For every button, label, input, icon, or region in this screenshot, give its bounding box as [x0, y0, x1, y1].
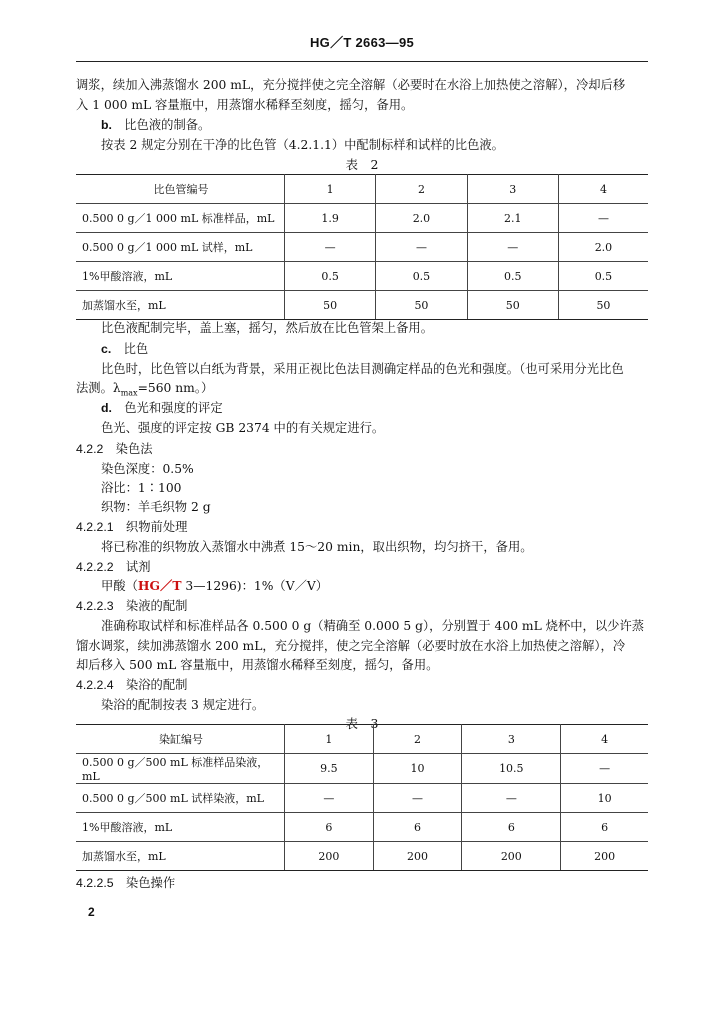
paragraph-line: 准确称取试样和标准样品各 0.500 0 g（精确至 0.000 5 g），分别置于 400 mL 烧杯中，以少许蒸	[101, 619, 645, 633]
table-3	[76, 724, 648, 871]
text-fragment: 3—1296)：1%（V／V）	[181, 579, 329, 593]
dye-param: 染色深度：0.5%	[101, 462, 194, 476]
table-cell: 50	[558, 291, 648, 320]
section-number: 4.2.2.2	[76, 560, 114, 574]
table-cell: 50	[285, 291, 376, 320]
table-header-row	[76, 175, 648, 204]
section-number: 4.2.2.3	[76, 599, 114, 613]
table-cell: 6	[561, 813, 648, 842]
text-fragment: =560 nm。）	[137, 381, 214, 395]
table-cell: 0.5	[467, 262, 558, 291]
table-header-cell: 3	[467, 175, 558, 204]
subscript: max	[120, 388, 138, 398]
table-row	[76, 233, 648, 262]
table-2	[76, 174, 648, 320]
section-title: 染色法	[115, 442, 153, 456]
paragraph-line: 调浆，续加入沸蒸馏水 200 mL，充分搅拌使之完全溶解（必要时在水浴上加热使之溶解），冷却后移	[76, 78, 626, 92]
section-4-2-2-5	[76, 874, 652, 892]
section-title: 染液的配制	[125, 599, 188, 613]
item-label: c.	[101, 342, 112, 356]
item-label: b.	[101, 118, 112, 132]
table-header-cell: 1	[285, 725, 374, 754]
table-row	[76, 291, 648, 320]
table-cell: —	[285, 784, 374, 813]
table-cell: 1%甲酸溶液，mL	[76, 813, 285, 842]
section-4-2-2-4	[76, 676, 652, 694]
table-header-row	[76, 725, 648, 754]
section-title: 染色操作	[125, 876, 176, 890]
paragraph-line: 将已称准的织物放入蒸馏水中沸煮 15～20 min，取出织物，均匀挤干，备用。	[101, 540, 533, 554]
table-header-cell: 3	[462, 725, 561, 754]
section-title: 试剂	[125, 560, 151, 574]
table-header-cell: 2	[373, 725, 462, 754]
item-d	[101, 399, 652, 417]
table-cell: 200	[285, 842, 374, 871]
table-cell: 1.9	[285, 204, 376, 233]
item-c	[101, 340, 652, 358]
table-cell: 0.5	[558, 262, 648, 291]
section-number: 4.2.2.1	[76, 520, 114, 534]
paragraph-line: 色光、强度的评定按 GB 2374 中的有关规定进行。	[101, 421, 385, 435]
item-b	[101, 116, 652, 134]
paragraph-line: 染浴的配制按表 3 规定进行。	[101, 698, 265, 712]
table-header-cell: 染缸编号	[76, 725, 285, 754]
table-cell: —	[467, 233, 558, 262]
table-header-cell: 4	[561, 725, 648, 754]
dye-param: 织物：羊毛织物 2 g	[101, 500, 211, 514]
table-cell: 6	[285, 813, 374, 842]
table-cell: 0.500 0 g／500 mL 试样染液，mL	[76, 784, 285, 813]
table-cell: 50	[467, 291, 558, 320]
item-label: d.	[101, 401, 112, 415]
table-cell: 2.0	[376, 204, 467, 233]
table-cell: 1%甲酸溶液，mL	[76, 262, 285, 291]
table-cell: —	[558, 204, 648, 233]
standard-reference-link[interactable]: HG／T	[137, 578, 182, 593]
table3-caption: 表 3	[345, 716, 379, 731]
table-cell: 0.500 0 g／1 000 mL 标准样品，mL	[76, 204, 285, 233]
table-header-cell: 4	[558, 175, 648, 204]
page-number: 2	[88, 905, 95, 919]
table-cell: 6	[373, 813, 462, 842]
table-cell: 200	[373, 842, 462, 871]
paragraph-line: 比色时，比色管以白纸为背景，采用正视比色法目测确定样品的色光和强度。（也可采用分光比色	[101, 362, 624, 376]
dye-param: 浴比：1∶100	[101, 481, 182, 495]
table-cell: 6	[462, 813, 561, 842]
table-header-cell: 比色管编号	[76, 175, 285, 204]
table2-caption: 表 2	[345, 157, 379, 172]
table-cell: 2.1	[467, 204, 558, 233]
table2-intro: 按表 2 规定分别在干净的比色管（4.2.1.1）中配制标样和试样的比色液。	[101, 138, 504, 152]
text-fragment: 甲酸（	[101, 579, 138, 593]
table-cell: 0.5	[376, 262, 467, 291]
table-row	[76, 784, 648, 813]
table-cell: —	[561, 754, 648, 784]
section-4-2-2-3	[76, 597, 652, 615]
table-row	[76, 262, 648, 291]
table-row	[76, 842, 648, 871]
table-cell: 0.500 0 g／500 mL 标准样品染液，mL	[76, 754, 285, 784]
item-title: 色光和强度的评定	[124, 401, 223, 415]
section-title: 织物前处理	[125, 520, 188, 534]
table-row	[76, 754, 648, 784]
table-cell: 200	[462, 842, 561, 871]
table-header-cell: 2	[376, 175, 467, 204]
table-cell: 10.5	[462, 754, 561, 784]
table-cell: —	[376, 233, 467, 262]
section-number: 4.2.2.4	[76, 678, 114, 692]
paragraph-line: 馏水调浆，续加沸蒸馏水 200 mL，充分搅拌，使之完全溶解（必要时放在水浴上加热使之溶解），冷	[76, 639, 626, 653]
paragraph-line: 却后移入 500 mL 容量瓶中，用蒸馏水稀释至刻度，摇匀，备用。	[76, 658, 439, 672]
table-cell: 0.5	[285, 262, 376, 291]
table-cell: 200	[561, 842, 648, 871]
section-title: 染浴的配制	[125, 678, 188, 692]
reagent-line	[101, 577, 652, 595]
section-number: 4.2.2	[76, 442, 104, 456]
table-header-cell: 1	[285, 175, 376, 204]
table-cell: 50	[376, 291, 467, 320]
section-4-2-2-1	[76, 518, 652, 536]
table-cell: 0.500 0 g／1 000 mL 试样，mL	[76, 233, 285, 262]
table-cell: 加蒸馏水至，mL	[76, 842, 285, 871]
header-rule	[76, 61, 648, 62]
table-cell: —	[462, 784, 561, 813]
table-cell: 10	[373, 754, 462, 784]
section-number: 4.2.2.5	[76, 876, 114, 890]
table-row	[76, 204, 648, 233]
table-cell: 9.5	[285, 754, 374, 784]
item-title: 比色	[123, 342, 149, 356]
item-text: 比色液的制备。	[124, 118, 211, 132]
table-cell: 10	[561, 784, 648, 813]
table-row	[76, 813, 648, 842]
table-cell: 2.0	[558, 233, 648, 262]
section-4-2-2	[76, 440, 652, 458]
page-header: HG／T 2663—95	[309, 35, 415, 50]
paragraph-line: 入 1 000 mL 容量瓶中，用蒸馏水稀释至刻度，摇匀，备用。	[76, 98, 414, 112]
table-cell: —	[285, 233, 376, 262]
section-4-2-2-2	[76, 558, 652, 576]
table-cell: 加蒸馏水至，mL	[76, 291, 285, 320]
after-table2-text: 比色液配制完毕，盖上塞，摇匀，然后放在比色管架上备用。	[101, 321, 434, 335]
table-cell: —	[373, 784, 462, 813]
text-fragment: 法测。λ	[76, 381, 121, 395]
